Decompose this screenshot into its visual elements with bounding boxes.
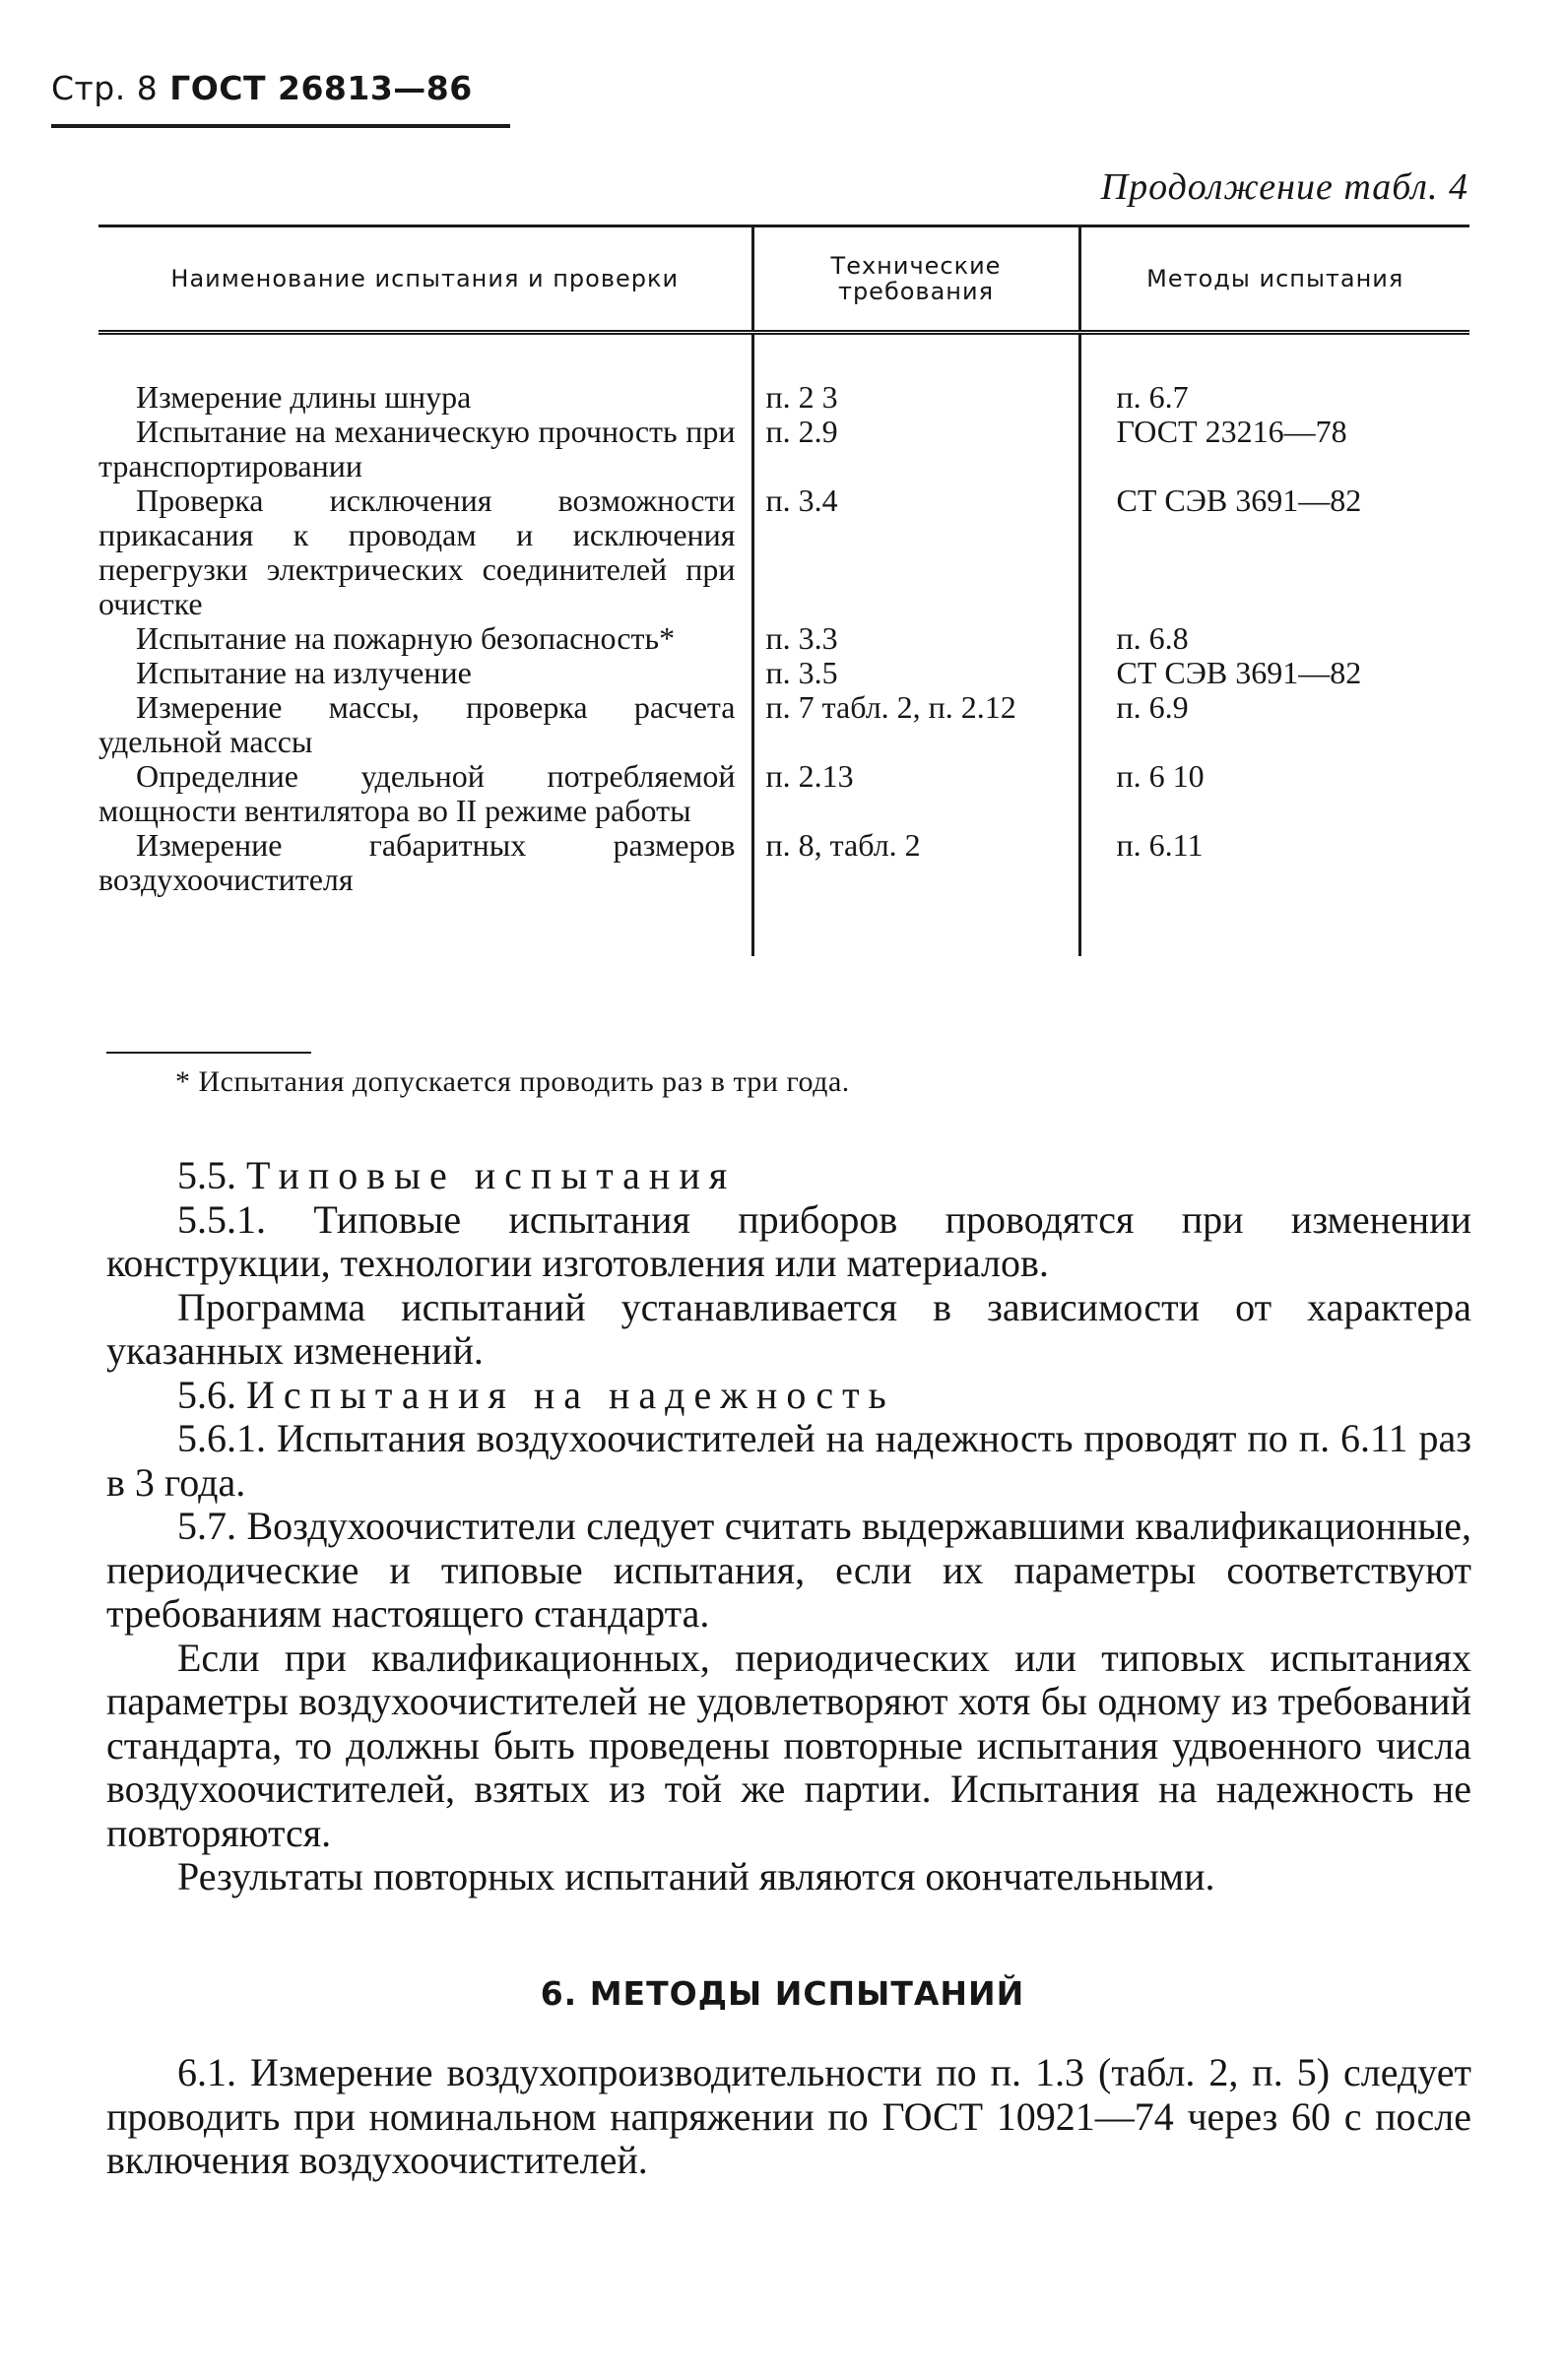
standard-number: ГОСТ 26813—86 [169,69,473,107]
table-row [98,415,1469,483]
cell-requirements: п. 3.5 [752,656,1079,690]
cell-method: п. 6.7 [1079,333,1469,416]
cell-test-name: Испытание на механическую прочность при транспортировании [98,414,736,483]
heading-5-5-number: 5.5. [177,1153,236,1197]
cell-test-name: Измерение габаритных размеров воздухоочистителя [98,827,736,897]
cell-requirements: п. 2 3 [752,333,1079,416]
cell-test-name: Измерение массы, проверка расчета удельной массы [98,689,736,759]
cell-test-name: Испытание на излучение [136,655,472,690]
cell-requirements: п. 3.3 [752,621,1079,656]
heading-5-6 [106,1374,1471,1418]
table-header-row [98,226,1469,333]
cell-method: п. 6.9 [1079,690,1469,759]
table-row [98,656,1469,690]
cell-method: СТ СЭВ 3691—82 [1079,656,1469,690]
section-6-title: 6. МЕТОДЫ ИСПЫТАНИЙ [540,1974,1025,2013]
cell-requirements: п. 2.9 [752,415,1079,483]
cell-requirements: п. 2.13 [752,759,1079,828]
cell-method: п. 6.8 [1079,621,1469,656]
table-row [98,333,1469,416]
cell-test-name: Проверка исключения возможности прикасания к проводам и исключения перегрузки электрических соединителей при очистке [98,482,736,621]
heading-5-6-number: 5.6. [177,1372,236,1417]
table-body [98,333,1469,957]
paragraph-5-7-c: Результаты повторных испытаний являются окончательными. [177,1854,1215,1898]
column-header-name: Наименование испытания и проверки [98,226,752,333]
paragraph-5-5-1: 5.5.1. Типовые испытания приборов проводятся при изменении конструкции, технологии изготовления или материалов. [106,1196,1471,1285]
heading-5-6-title: Испытания на надежность [246,1372,895,1417]
table-row [98,483,1469,621]
page-label: Стр. 8 [51,69,159,107]
cell-method: СТ СЭВ 3691—82 [1079,483,1469,621]
paragraph-5-5-1-b: Программа испытаний устанавливается в зависимости от характера указанных изменений. [106,1284,1471,1373]
footnote: * Испытания допускается проводить раз в три года. [175,1065,850,1098]
column-header-methods: Методы испытания [1079,226,1469,333]
section-5-text [106,1154,1471,1899]
running-header [51,67,510,128]
test-methods-table [98,225,1469,956]
table-row [98,759,1469,828]
paragraph-5-6-1: 5.6.1. Испытания воздухоочистителей на надежность проводят по п. 6.11 раз в 3 года. [106,1416,1471,1505]
footnote-divider [106,1052,311,1054]
cell-requirements: п. 3.4 [752,483,1079,621]
table-row [98,690,1469,759]
paragraph-5-7-b: Если при квалификационных, периодических или типовых испытаниях параметры воздухоочистителей не удовлетворяют хотя бы одному из требований стандарта, то должны быть проведены повторные испытания удвоенного числа воздухоочистителей, взятых из той же партии. Испытания на надежность не повторяются. [106,1635,1471,1855]
heading-5-5-title: Типовые испытания [246,1153,737,1197]
cell-method: п. 6.11 [1079,828,1469,956]
cell-method: ГОСТ 23216—78 [1079,415,1469,483]
cell-requirements: п. 8, табл. 2 [752,828,1079,956]
paragraph-5-7: 5.7. Воздухоочистители следует считать выдержавшими квалификационные, периодические и типовые испытания, если их параметры соответствуют требованиям настоящего стандарта. [106,1504,1471,1636]
table-row [98,828,1469,956]
cell-test-name: Испытание на пожарную безопасность* [136,620,676,656]
section-6-text [106,2051,1471,2183]
cell-requirements: п. 7 табл. 2, п. 2.12 [752,690,1079,759]
cell-test-name: Определние удельной потребляемой мощности вентилятора во II режиме работы [98,758,736,828]
cell-method: п. 6 10 [1079,759,1469,828]
table-row [98,621,1469,656]
paragraph-6-1: 6.1. Измерение воздухопроизводительности по п. 1.3 (табл. 2, п. 5) следует проводить при номинальном напряжении по ГОСТ 10921—74 через 60 с после включения воздухоочистителей. [106,2050,1471,2182]
table-continuation-label: Продолжение табл. 4 [1100,166,1468,208]
column-header-requirements: Технические требования [752,226,1079,333]
cell-test-name: Измерение длины шнура [136,379,472,415]
heading-5-5 [106,1154,1471,1198]
